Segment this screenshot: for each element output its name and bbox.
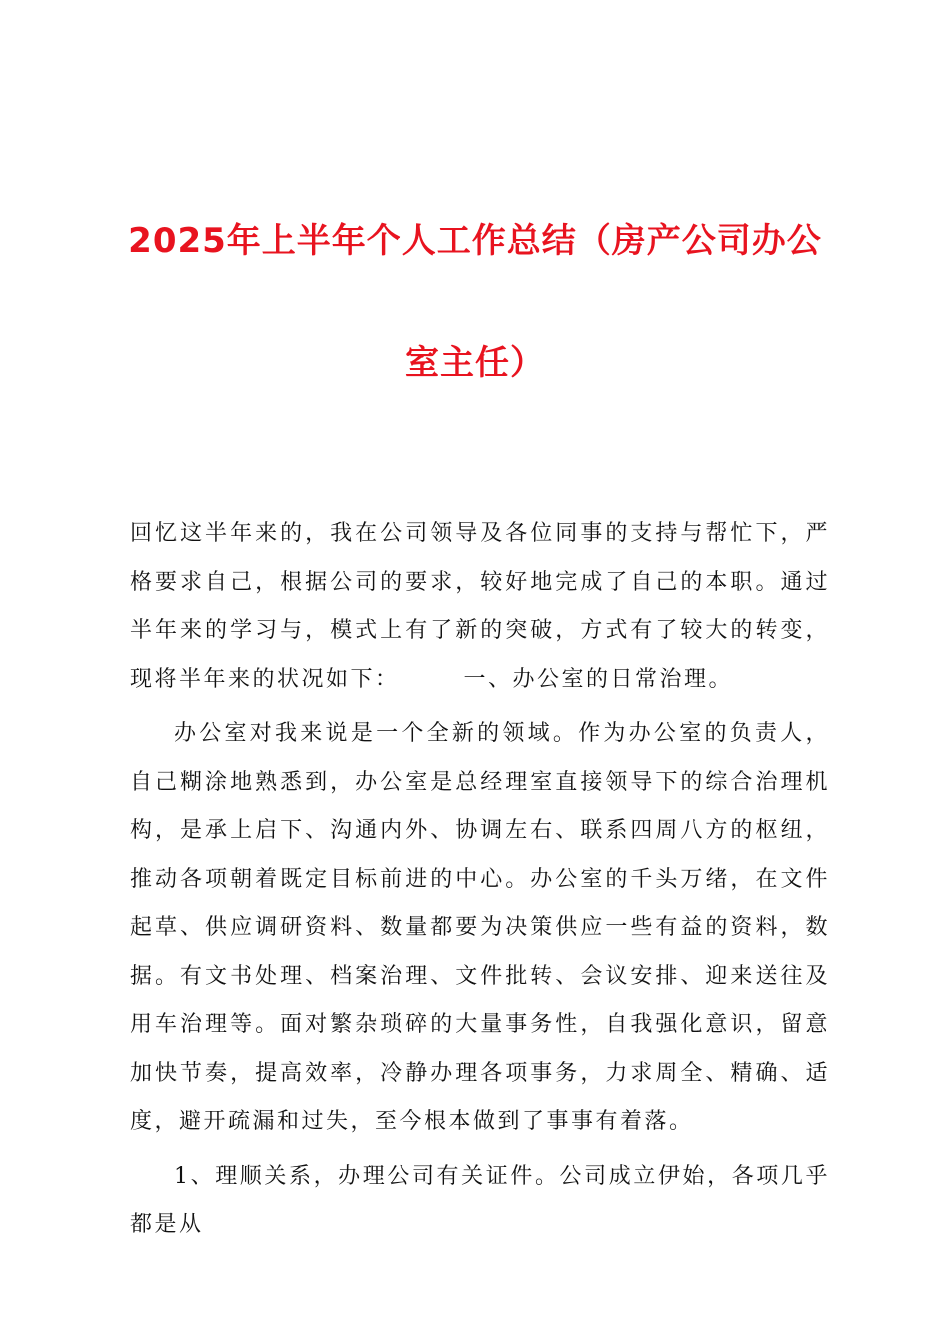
title-line-1: 2025年上半年个人工作总结（房产公司办公 [128,221,822,261]
intro-paragraph [130,510,830,704]
section-heading: 一、办公室的日常治理。 [463,666,734,692]
intro-text: 回忆这半年来的，我在公司领导及各位同事的支持与帮忙下，严格要求自己，根据公司的要求，较好地完成了自己的本职。通过半年来的学习与，模式上有了新的突破，方式有了较大的转变，现将半年来的状况如下： [130,521,830,692]
document-body [130,510,830,1256]
body-paragraph: 办公室对我来说是一个全新的领域。作为办公室的负责人，自己糊涂地熟悉到，办公室是总经理室直接领导下的综合治理机构，是承上启下、沟通内外、协调左右、联系四周八方的枢纽，推动各项朝着既定目标前进的中心。办公室的千头万绪，在文件起草、供应调研资料、数量都要为决策供应一些有益的资料，数据。有文书处理、档案治理、文件批转、会议安排、迎来送往及用车治理等。面对繁杂琐碎的大量事务性，自我强化意识，留意加快节奏，提高效率，冷静办理各项事务，力求周全、精确、适度，避开疏漏和过失，至今根本做到了事事有着落。 [130,721,830,1134]
body-paragraph: 1、理顺关系，办理公司有关证件。公司成立伊始，各项几乎都是从 [130,1163,830,1237]
title-line-2: 室主任） [405,343,545,383]
document-title [110,180,840,424]
